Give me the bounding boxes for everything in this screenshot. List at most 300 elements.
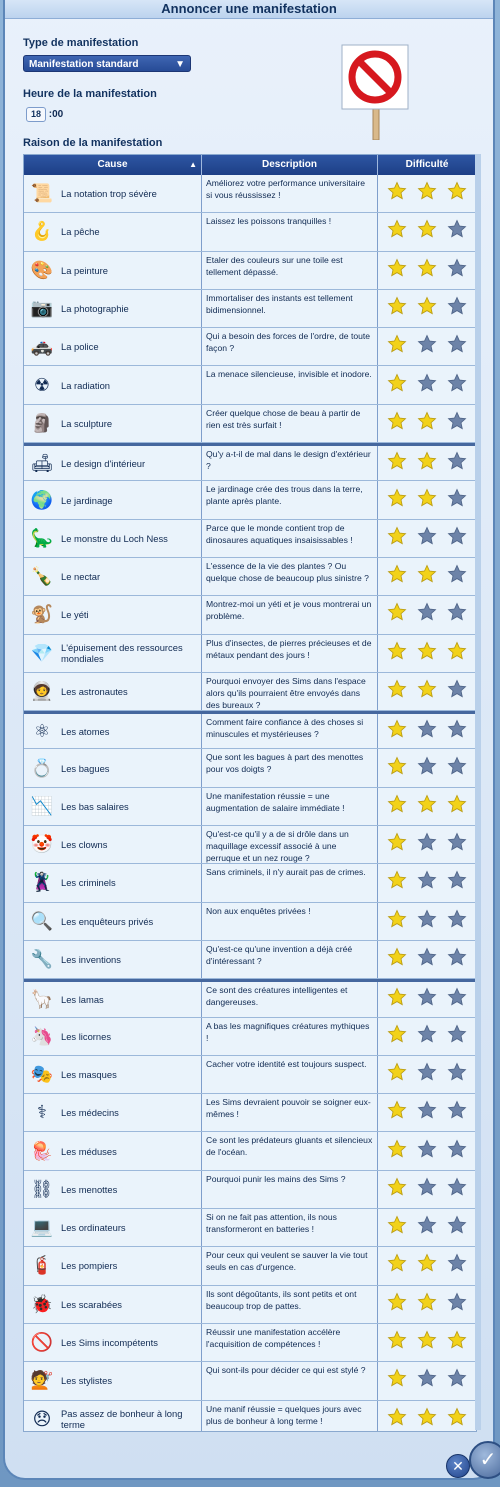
star-icon — [387, 1139, 407, 1164]
star-icon — [447, 219, 467, 244]
cancel-button[interactable]: ✕ — [446, 1454, 470, 1478]
header-difficulty[interactable]: Difficulté — [378, 155, 476, 175]
star-icon — [387, 756, 407, 781]
star-icon — [387, 526, 407, 551]
description-cell: Immortaliser des instants est tellement bidimensionnel. — [202, 290, 378, 327]
star-icon — [417, 832, 437, 857]
cause-cell — [24, 1401, 202, 1433]
cause-label: Les atomes — [61, 725, 110, 737]
cause-label: Les menottes — [61, 1183, 118, 1195]
cause-icon: ⚕ — [37, 1102, 47, 1123]
table-row[interactable] — [24, 749, 476, 787]
star-icon — [447, 1215, 467, 1240]
cause-label: Les criminels — [61, 877, 116, 889]
hour-minutes: :00 — [48, 109, 64, 120]
star-icon — [447, 451, 467, 476]
description-cell: Pourquoi envoyer des Sims dans l'espace alors qu'ils pourraient être envoyés dans des bureaux ? — [202, 673, 378, 710]
star-icon — [447, 947, 467, 972]
cause-icon: 🎨 — [30, 259, 54, 280]
difficulty-cell — [378, 1056, 476, 1093]
star-icon — [417, 756, 437, 781]
star-icon — [447, 987, 467, 1012]
difficulty-cell — [378, 864, 476, 901]
cause-cell — [24, 788, 202, 825]
difficulty-cell — [378, 788, 476, 825]
cause-icon: 🧑‍🚀 — [30, 681, 54, 701]
table-row[interactable] — [24, 941, 476, 979]
cause-label: Les masques — [61, 1068, 117, 1080]
star-icon — [417, 526, 437, 551]
description-cell: La menace silencieuse, invisible et inodore. — [202, 366, 378, 403]
sort-ascending-icon: ▲ — [189, 160, 197, 169]
star-icon — [387, 641, 407, 666]
star-icon — [447, 373, 467, 398]
star-icon — [417, 1292, 437, 1317]
cause-cell — [24, 252, 202, 289]
star-icon — [417, 602, 437, 627]
star-icon — [447, 488, 467, 513]
difficulty-cell — [378, 213, 476, 250]
cause-label: La radiation — [61, 379, 110, 391]
star-icon — [447, 296, 467, 321]
cause-label: Les astronautes — [61, 686, 128, 697]
description-cell: Qu'y a-t-il de mal dans le design d'extérieur ? — [202, 446, 378, 480]
table-row[interactable] — [24, 903, 476, 941]
table-body — [24, 175, 476, 1432]
star-icon — [417, 334, 437, 359]
cause-label: Les Sims incompétents — [61, 1337, 158, 1349]
difficulty-cell — [378, 1362, 476, 1399]
star-icon — [387, 909, 407, 934]
star-icon — [387, 451, 407, 476]
star-icon — [387, 794, 407, 819]
description-cell: A bas les magnifiques créatures mythiques ! — [202, 1018, 378, 1055]
cause-label: Les stylistes — [61, 1375, 113, 1387]
star-icon — [417, 258, 437, 283]
star-icon — [387, 1062, 407, 1087]
table-row[interactable] — [24, 328, 476, 366]
cause-label: Le yéti — [61, 609, 89, 621]
type-label: Type de manifestation — [23, 37, 139, 49]
star-icon — [387, 947, 407, 972]
causes-table — [23, 154, 477, 1432]
star-icon — [387, 1100, 407, 1125]
description-cell: Que sont les bagues à part des menottes pour vos doigts ? — [202, 749, 378, 786]
table-row[interactable] — [24, 175, 476, 213]
cause-icon: 🦕 — [30, 527, 54, 548]
difficulty-cell — [378, 673, 476, 710]
star-icon — [387, 373, 407, 398]
cause-cell — [24, 520, 202, 557]
cause-cell — [24, 481, 202, 518]
star-icon — [447, 719, 467, 744]
difficulty-cell — [378, 1324, 476, 1361]
cause-cell — [24, 635, 202, 672]
description-cell: Cacher votre identité est toujours suspect. — [202, 1056, 378, 1093]
cause-icon: 🚫 — [30, 1332, 54, 1353]
description-cell: Réussir une manifestation accélère l'acquisition de compétences ! — [202, 1324, 378, 1361]
table-row[interactable] — [24, 673, 476, 711]
star-icon — [387, 1024, 407, 1049]
star-icon — [387, 411, 407, 436]
star-icon — [417, 641, 437, 666]
description-cell: Plus d'insectes, de pierres précieuses et de métaux pendant des jours ! — [202, 635, 378, 672]
star-icon — [417, 1407, 437, 1432]
type-dropdown[interactable] — [23, 55, 191, 72]
cause-cell — [24, 1132, 202, 1169]
difficulty-cell — [378, 1401, 476, 1433]
cause-label: Les bas salaires — [61, 800, 129, 812]
description-cell: Qu'est-ce qu'une invention a déjà créé d'intéressant ? — [202, 941, 378, 978]
cause-icon: 🔍 — [30, 910, 54, 931]
star-icon — [417, 488, 437, 513]
star-icon — [447, 411, 467, 436]
cause-cell — [24, 1362, 202, 1399]
star-icon — [387, 219, 407, 244]
table-row[interactable] — [24, 979, 476, 1017]
cause-label: La pêche — [61, 226, 100, 238]
description-cell: Sans criminels, il n'y aurait pas de crimes. — [202, 864, 378, 901]
table-row[interactable] — [24, 1324, 476, 1362]
star-icon — [417, 987, 437, 1012]
cause-icon: ⛓ — [30, 1178, 54, 1199]
cause-label: Pas assez de bonheur à long terme — [61, 1408, 183, 1431]
star-icon — [387, 1177, 407, 1202]
difficulty-cell — [378, 1094, 476, 1131]
cause-cell — [24, 558, 202, 595]
cause-icon: 🧯 — [30, 1255, 54, 1276]
description-cell: Le jardinage crée des trous dans la terre, plante après plante. — [202, 481, 378, 518]
star-icon — [417, 1215, 437, 1240]
cause-cell — [24, 596, 202, 633]
cause-icon: 🐞 — [30, 1293, 54, 1314]
table-row[interactable] — [24, 1132, 476, 1170]
cause-cell — [24, 982, 202, 1016]
star-icon — [387, 296, 407, 321]
description-cell: Qu'est-ce qu'il y a de si drôle dans un maquillage excessif associé à une perruque et un nez rouge ? — [202, 826, 378, 863]
description-cell: Qui a besoin des forces de l'ordre, de toute façon ? — [202, 328, 378, 365]
star-icon — [417, 296, 437, 321]
cause-cell — [24, 290, 202, 327]
star-icon — [387, 181, 407, 206]
description-cell: Montrez-moi un yéti et je vous montrerai un problème. — [202, 596, 378, 633]
difficulty-cell — [378, 635, 476, 672]
cause-icon: 🍾 — [30, 566, 54, 587]
star-icon — [417, 1062, 437, 1087]
cause-label: Les licornes — [61, 1030, 112, 1042]
difficulty-cell — [378, 1247, 476, 1284]
header-description[interactable]: Description — [202, 155, 378, 175]
cause-label: La sculpture — [61, 417, 113, 429]
star-icon — [447, 870, 467, 895]
table-row[interactable] — [24, 1401, 476, 1433]
chevron-down-icon: ▼ — [175, 59, 185, 70]
difficulty-cell — [378, 1132, 476, 1169]
star-icon — [387, 488, 407, 513]
table-row[interactable] — [24, 596, 476, 634]
description-cell: Qui sont-ils pour décider ce qui est stylé ? — [202, 1362, 378, 1399]
reason-label: Raison de la manifestation — [23, 137, 163, 149]
star-icon — [447, 1024, 467, 1049]
cause-label: Les bagues — [61, 762, 110, 774]
star-icon — [447, 334, 467, 359]
table-row[interactable] — [24, 405, 476, 443]
cause-label: Le nectar — [61, 571, 101, 583]
star-icon — [447, 1139, 467, 1164]
description-cell: Pourquoi punir les mains des Sims ? — [202, 1171, 378, 1208]
window — [3, 0, 495, 1480]
cause-cell — [24, 1286, 202, 1323]
cause-label: L'épuisement des ressources mondiales — [61, 642, 183, 665]
star-icon — [447, 756, 467, 781]
cause-cell — [24, 213, 202, 250]
star-icon — [447, 526, 467, 551]
table-row[interactable] — [24, 290, 476, 328]
cause-cell — [24, 1247, 202, 1284]
table-row[interactable] — [24, 481, 476, 519]
table-row[interactable] — [24, 1286, 476, 1324]
table-row[interactable] — [24, 1362, 476, 1400]
cause-icon: 💇 — [30, 1370, 54, 1391]
star-icon — [387, 602, 407, 627]
star-icon — [387, 564, 407, 589]
cause-cell — [24, 941, 202, 978]
cause-cell — [24, 826, 202, 863]
type-dropdown-value: Manifestation standard — [29, 59, 139, 70]
description-cell: Ils sont dégoûtants, ils sont petits et ont beaucoup trop de pattes. — [202, 1286, 378, 1323]
star-icon — [447, 832, 467, 857]
difficulty-cell — [378, 558, 476, 595]
window-title: Annoncer une manifestation — [5, 0, 493, 19]
difficulty-cell — [378, 982, 476, 1016]
description-cell: Une manif réussie = quelques jours avec plus de bonheur à long terme ! — [202, 1401, 378, 1433]
cause-cell — [24, 1056, 202, 1093]
cause-icon: 😞 — [32, 1408, 52, 1429]
cause-icon: 🚓 — [30, 336, 54, 357]
star-icon — [417, 794, 437, 819]
table-row[interactable] — [24, 635, 476, 673]
header-cause[interactable]: Cause ▲ — [24, 155, 202, 175]
star-icon — [447, 258, 467, 283]
table-row[interactable] — [24, 252, 476, 290]
cause-icon: 🛋 — [30, 452, 54, 473]
star-icon — [447, 1330, 467, 1355]
cause-icon: 💎 — [30, 642, 54, 663]
scrollbar[interactable] — [475, 154, 481, 1430]
description-cell: Ce sont des créatures intelligentes et dangereuses. — [202, 982, 378, 1016]
star-icon — [417, 1253, 437, 1278]
description-cell: Non aux enquêtes privées ! — [202, 903, 378, 940]
difficulty-cell — [378, 826, 476, 863]
description-cell: Améliorez votre performance universitaire si vous réussissez ! — [202, 175, 378, 212]
description-cell: Laissez les poissons tranquilles ! — [202, 213, 378, 250]
cause-cell — [24, 446, 202, 480]
cause-icon: 🎭 — [30, 1063, 54, 1084]
cause-icon: 📉 — [30, 795, 54, 816]
table-row[interactable] — [24, 366, 476, 404]
cause-cell — [24, 1209, 202, 1246]
star-icon — [417, 679, 437, 704]
description-cell: Etaler des couleurs sur une toile est tellement dépassé. — [202, 252, 378, 289]
table-row[interactable] — [24, 1094, 476, 1132]
hour-field — [26, 107, 63, 121]
star-icon — [387, 987, 407, 1012]
star-icon — [387, 679, 407, 704]
cause-icon: 🤡 — [30, 834, 54, 855]
cause-label: Les scarabées — [61, 1298, 122, 1310]
cause-icon: 🦙 — [30, 988, 54, 1009]
star-icon — [447, 1407, 467, 1432]
cause-label: La police — [61, 341, 99, 353]
difficulty-cell — [378, 405, 476, 442]
description-cell: Comment faire confiance à des choses si minuscules et mystérieuses ? — [202, 714, 378, 748]
star-icon — [417, 1177, 437, 1202]
cause-label: La peinture — [61, 264, 108, 276]
cause-label: Les inventions — [61, 954, 121, 966]
star-icon — [417, 870, 437, 895]
table-row[interactable] — [24, 558, 476, 596]
cause-icon: 🦹 — [30, 872, 54, 893]
star-icon — [447, 641, 467, 666]
star-icon — [447, 1062, 467, 1087]
cause-label: Les clowns — [61, 839, 108, 851]
cause-icon: 💍 — [30, 757, 54, 778]
star-icon — [387, 870, 407, 895]
star-icon — [447, 181, 467, 206]
cause-label: Les pompiers — [61, 1260, 118, 1272]
description-cell: Une manifestation réussie = une augmentation de salaire immédiate ! — [202, 788, 378, 825]
star-icon — [447, 1177, 467, 1202]
cause-label: Le monstre du Loch Ness — [61, 532, 168, 544]
cause-label: Les lamas — [61, 993, 104, 1005]
difficulty-cell — [378, 520, 476, 557]
cause-cell — [24, 175, 202, 212]
difficulty-cell — [378, 481, 476, 518]
star-icon — [417, 564, 437, 589]
cause-label: Les enquêteurs privés — [61, 915, 154, 927]
table-row[interactable] — [24, 443, 476, 481]
cause-icon: 🪝 — [30, 221, 54, 242]
cause-icon: 📷 — [30, 298, 54, 319]
difficulty-cell — [378, 596, 476, 633]
star-icon — [417, 1100, 437, 1125]
difficulty-cell — [378, 1171, 476, 1208]
cause-cell — [24, 1171, 202, 1208]
cause-cell — [24, 1018, 202, 1055]
star-icon — [387, 832, 407, 857]
cause-icon: 🗿 — [30, 412, 54, 433]
cause-icon: 📜 — [30, 183, 54, 204]
star-icon — [387, 1368, 407, 1393]
star-icon — [387, 258, 407, 283]
table-row[interactable] — [24, 1018, 476, 1056]
table-header — [24, 155, 476, 175]
star-icon — [447, 909, 467, 934]
star-icon — [417, 181, 437, 206]
star-icon — [387, 1330, 407, 1355]
star-icon — [447, 602, 467, 627]
cause-cell — [24, 366, 202, 403]
star-icon — [447, 794, 467, 819]
table-row[interactable] — [24, 788, 476, 826]
star-icon — [417, 1139, 437, 1164]
cause-label: Le jardinage — [61, 494, 113, 506]
difficulty-cell — [378, 941, 476, 978]
description-cell: Les Sims devraient pouvoir se soigner eux-mêmes ! — [202, 1094, 378, 1131]
cause-icon: 🌍 — [30, 489, 54, 510]
difficulty-cell — [378, 446, 476, 480]
cause-label: Le design d'intérieur — [61, 457, 146, 469]
description-cell: Parce que le monde contient trop de dinosaures aquatiques insaisissables ! — [202, 520, 378, 557]
difficulty-cell — [378, 1209, 476, 1246]
star-icon — [417, 1368, 437, 1393]
difficulty-cell — [378, 290, 476, 327]
cause-icon: 🦄 — [30, 1025, 54, 1046]
table-row[interactable] — [24, 1056, 476, 1094]
cause-cell — [24, 903, 202, 940]
cause-label: Les médecins — [61, 1107, 119, 1119]
table-row[interactable] — [24, 1171, 476, 1209]
star-icon — [417, 1330, 437, 1355]
cause-label: Les méduses — [61, 1145, 117, 1157]
cause-icon: 🪼 — [30, 1140, 54, 1161]
accept-button[interactable]: ✓ — [469, 1441, 500, 1479]
star-icon — [387, 719, 407, 744]
cause-cell — [24, 714, 202, 748]
hour-label: Heure de la manifestation — [23, 88, 157, 100]
cause-cell — [24, 405, 202, 442]
description-cell: Si on ne fait pas attention, ils nous transformeront en batteries ! — [202, 1209, 378, 1246]
star-icon — [387, 1253, 407, 1278]
table-row[interactable] — [24, 1247, 476, 1285]
star-icon — [387, 1407, 407, 1432]
star-icon — [387, 1215, 407, 1240]
cause-label: La photographie — [61, 303, 129, 315]
difficulty-cell — [378, 903, 476, 940]
star-icon — [417, 909, 437, 934]
cause-label: Les ordinateurs — [61, 1222, 126, 1234]
star-icon — [417, 411, 437, 436]
hour-input[interactable]: 18 — [26, 107, 46, 122]
star-icon — [417, 947, 437, 972]
star-icon — [447, 679, 467, 704]
cause-icon: ☢ — [33, 374, 51, 395]
cause-cell — [24, 1324, 202, 1361]
star-icon — [417, 219, 437, 244]
table-row[interactable] — [24, 520, 476, 558]
protest-sign-icon — [341, 44, 411, 140]
cause-cell — [24, 673, 202, 710]
difficulty-cell — [378, 366, 476, 403]
description-cell: Créer quelque chose de beau à partir de rien est très surfait ! — [202, 405, 378, 442]
description-cell: Ce sont les prédateurs gluants et silencieux de l'océan. — [202, 1132, 378, 1169]
cause-icon: 💻 — [30, 1217, 54, 1238]
cause-icon: 🐒 — [30, 604, 54, 625]
cause-cell — [24, 749, 202, 786]
star-icon — [447, 564, 467, 589]
star-icon — [447, 1368, 467, 1393]
table-row[interactable] — [24, 1209, 476, 1247]
star-icon — [447, 1253, 467, 1278]
difficulty-cell — [378, 252, 476, 289]
table-row[interactable] — [24, 213, 476, 251]
table-row[interactable] — [24, 864, 476, 902]
difficulty-cell — [378, 1286, 476, 1323]
star-icon — [417, 373, 437, 398]
table-row[interactable] — [24, 711, 476, 749]
table-row[interactable] — [24, 826, 476, 864]
star-icon — [387, 334, 407, 359]
